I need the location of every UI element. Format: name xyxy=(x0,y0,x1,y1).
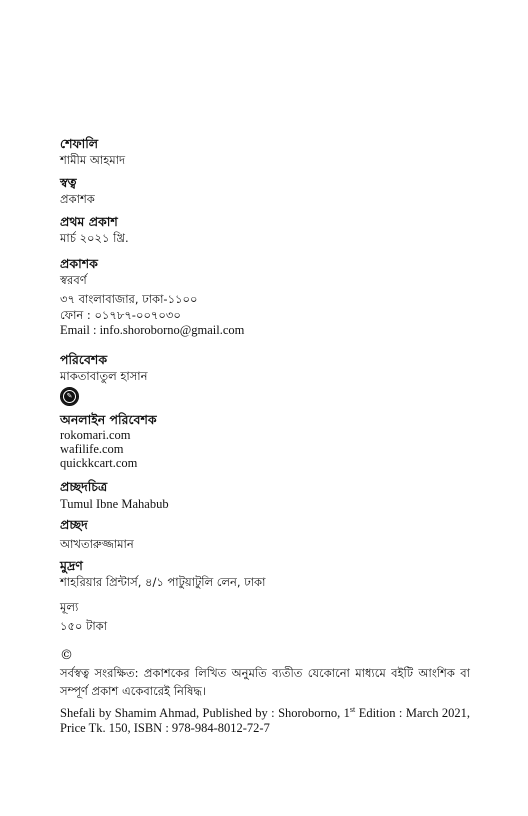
printer-name: শাহরিয়ার প্রিন্টার্স, ৪/১ পাটুয়াটুলি লেন, ঢাকা xyxy=(60,575,266,589)
cover-heading: প্রচ্ছদ xyxy=(60,517,88,532)
credit-prefix: Shefali by Shamim Ahmad, Published by : Shoroborno, 1 xyxy=(60,706,350,721)
cover-image-artist: Tumul Ibne Mahabub xyxy=(60,497,169,511)
first-edition-heading: প্রথম প্রকাশ xyxy=(60,214,118,229)
rights-holder-value: প্রকাশক xyxy=(60,192,95,206)
online-site: quickkcart.com xyxy=(60,456,138,470)
publisher-heading: প্রকাশক xyxy=(60,256,98,271)
distributor-name: মাকতাবাতুল হাসান xyxy=(60,369,148,383)
online-distributor-section xyxy=(60,411,480,470)
rights-holder-section xyxy=(60,174,480,207)
author-name: শামীম আহমাদ xyxy=(60,153,126,167)
publisher-section xyxy=(60,255,480,337)
book-logo-icon: ✎ xyxy=(60,387,79,406)
cover-section xyxy=(60,516,480,552)
book-title: শেফালি xyxy=(60,136,99,151)
publisher-phone: ফোন : ০১৭৮৭-০০৭০৩০ xyxy=(60,308,181,322)
rights-holder-heading: স্বত্ব xyxy=(60,175,77,190)
printing-section xyxy=(60,557,480,590)
book-credit xyxy=(60,702,470,736)
printing-heading: মুদ্রণ xyxy=(60,558,83,573)
price-value: ১৫০ টাকা xyxy=(60,619,108,633)
title-section xyxy=(60,135,480,168)
distributor-heading: পরিবেশক xyxy=(60,352,108,367)
publisher-address: ৩৭ বাংলাবাজার, ঢাকা-১১০০ xyxy=(60,292,198,306)
first-edition-date: মার্চ ২০২১ খ্রি. xyxy=(60,231,129,245)
cover-designer: আখতারুজ্জামান xyxy=(60,537,134,551)
cover-image-section xyxy=(60,478,480,511)
credit-suffix: Edition : March 2021, Price Tk. 150, ISBN : 978-984-8012-72-7 xyxy=(60,706,470,736)
cover-image-heading: প্রচ্ছদচিত্র xyxy=(60,479,108,494)
first-edition-section xyxy=(60,213,480,246)
online-site: rokomari.com xyxy=(60,428,131,442)
online-distributor-heading: অনলাইন পরিবেশক xyxy=(60,412,157,427)
distributor-section xyxy=(60,351,480,406)
copyright-symbol: © xyxy=(60,648,73,663)
rights-statement: সর্বস্বত্ব সংরক্ষিত: প্রকাশকের লিখিত অনুমতি ব্যতীত যেকোনো মাধ্যমে বইটি আংশিক বা সম্পূর্ণ প্রকাশ একেবারেই নিষিদ্ধ। xyxy=(60,666,470,698)
online-site: wafilife.com xyxy=(60,442,124,456)
publisher-email: Email : info.shoroborno@gmail.com xyxy=(60,323,245,337)
publisher-name: স্বরবর্ণ xyxy=(60,273,87,287)
credit-sup: st xyxy=(349,705,356,714)
price-label: মূল্য xyxy=(60,600,79,614)
footer-section xyxy=(60,648,480,736)
price-section xyxy=(60,599,480,634)
